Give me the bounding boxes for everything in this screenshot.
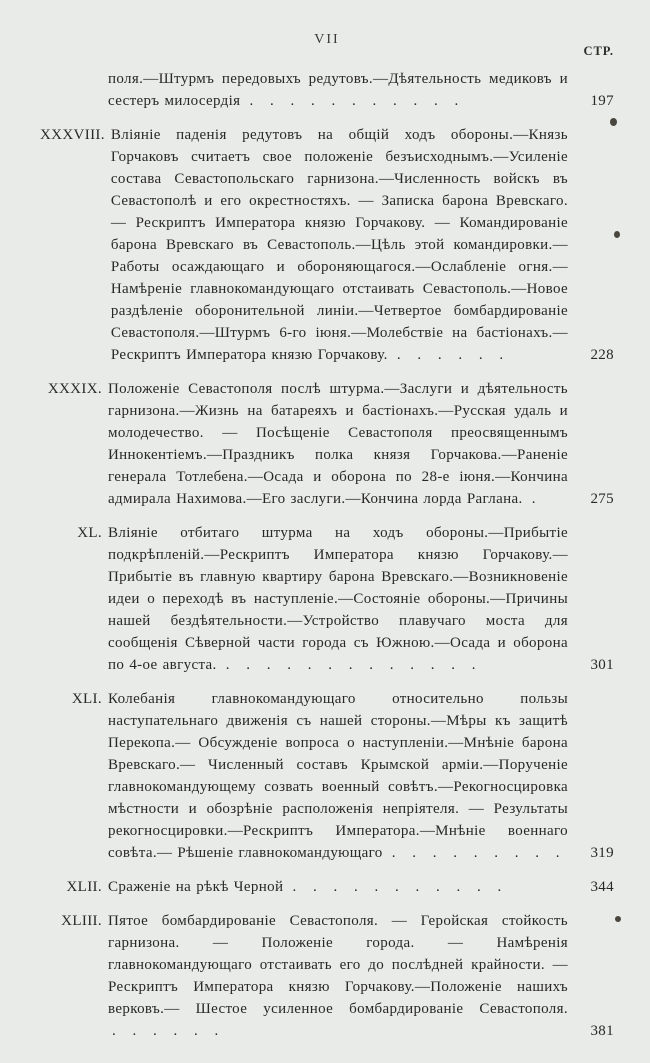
ink-speck — [610, 118, 617, 126]
entry-text: Пятое бомбардированіе Севастополя. — Геройская стойкость гарнизона. — Положеніе города. — Намѣренія главнокомандующаго отстаивать его до послѣдней крайности. — Рескриптъ Императора князю Горчакову.—Положеніе нашихъ верковъ.— Шестое усиленное бомбардированіе Севастополя. — [108, 913, 568, 1017]
dot-leader: . . . . . . . . . . . — [292, 879, 508, 895]
page-column-label: СТР. — [583, 44, 614, 58]
ink-speck — [614, 231, 620, 238]
entry-text: Сраженіе на рѣкѣ Черной — [108, 879, 284, 895]
entry-page-number: 319 — [590, 845, 614, 861]
entry-body — [110, 124, 614, 366]
dot-leader: . . . . . . . . . — [391, 845, 566, 861]
dot-leader: . . . . . . . . . . . — [249, 93, 465, 109]
ink-speck — [615, 916, 621, 922]
toc-entry — [40, 876, 614, 898]
dot-leader: . — [531, 491, 542, 507]
chapter-numeral: XLI. — [71, 691, 102, 707]
toc-entry — [40, 378, 614, 510]
toc-entry — [40, 68, 614, 112]
entry-body — [108, 522, 614, 676]
chapter-numeral: XLII. — [66, 879, 102, 895]
entry-page-number: 228 — [590, 347, 614, 363]
entry-page-number: 344 — [590, 879, 614, 895]
chapter-numeral: XXXVIII. — [40, 127, 105, 143]
entry-text: Вліяніе отбитаго штурма на ходъ обороны.—Прибытіе подкрѣпленій.—Рескриптъ Императора князю Горчакову.—Прибытіе въ главную квартиру барона Вревскаго.—Возникновеніе идеи о переходѣ въ наступленіе.—Состояніе обороны.—Причины нашей бездѣятельности.—Устройство плавучаго моста для сообщенія Сѣверной части города съ Южною.—Осада и оборона по 4-ое августа. — [108, 525, 568, 673]
entry-page-number: 197 — [590, 93, 614, 109]
entry-body — [108, 688, 614, 864]
toc-entry — [40, 688, 614, 864]
page-header — [40, 24, 614, 68]
entry-body — [108, 68, 614, 112]
toc-entry — [40, 522, 614, 676]
entry-body — [108, 378, 614, 510]
chapter-numeral: XXXIX. — [47, 381, 102, 397]
entry-text: Колебанія главнокомандующаго относительно пользы наступательнаго движенія съ нашей стороны.—Мѣры къ защитѣ Перекопа.— Обсужденіе вопроса о наступленіи.—Мнѣніе барона Вревскаго.— Численный составъ Крымской арміи.—Порученіе главнокомандующему созвать военный совѣтъ.—Рекогносцировка мѣстности и обозрѣніе расположенія непріятеля. — Результаты рекогносцировки.—Рескриптъ Императора.—Мнѣніе военнаго совѣта.— Рѣшеніе главнокомандующаго — [108, 691, 568, 861]
chapter-numeral: XL. — [77, 525, 102, 541]
chapter-numeral — [40, 68, 108, 112]
page-number: VII — [314, 32, 340, 47]
entry-body — [108, 910, 614, 1042]
entry-page-number: 275 — [590, 491, 614, 507]
dot-leader: . . . . . . . . . . . . . — [225, 657, 482, 673]
entry-text: поля.—Штурмъ передовыхъ редутовъ.—Дѣятельность медиковъ и сестеръ милосердія — [108, 71, 568, 109]
dot-leader: . . . . . . — [396, 347, 510, 363]
entry-text: Положеніе Севастополя послѣ штурма.—Заслуги и дѣятельность гарнизона.—Жизнь на батареяхъ и бастіонахъ.—Русская удаль и молодечество. — Посѣщеніе Севастополя преосвященнымъ Иннокентіемъ.—Праздникъ полка князя Горчакова.—Раненіе генерала Тотлебена.—Осада и оборона по 28-е іюня.—Кончина адмирала Нахимова.—Его заслуги.—Кончина лорда Раглана. — [108, 381, 568, 507]
chapter-numeral: XLIII. — [61, 913, 102, 929]
toc-entry — [40, 124, 614, 366]
dot-leader: . . . . . . — [112, 1023, 225, 1039]
entry-page-number: 381 — [590, 1023, 614, 1039]
toc-entry — [40, 910, 614, 1042]
entry-text: Вліяніе паденія редутовъ на общій ходъ обороны.—Князь Горчаковъ считаетъ свое положеніе безъисходнымъ.—Усиленіе состава Севастопольскаго гарнизона.—Численность войскъ въ Севастополѣ и его окрестностяхъ. — Записка барона Вревскаго. — Рескриптъ Императора князю Горчакову. — Командированіе барона Вревскаго въ Севастополь.—Цѣль этой командировки.— Работы осаждающаго и обороняющагося.—Ослабленіе огня.— Намѣреніе главнокомандующаго отстаивать Севастополь.—Новое раздѣленіе оборонительной линіи.—Четвертое бомбардированіе Севастополя.—Штурмъ 6-го іюня.—Молебствіе на бастіонахъ.— Рескриптъ Императора князю Горчакову. — [110, 127, 568, 363]
entry-page-number: 301 — [590, 657, 614, 673]
table-of-contents — [40, 68, 614, 1042]
entry-body — [108, 876, 614, 898]
